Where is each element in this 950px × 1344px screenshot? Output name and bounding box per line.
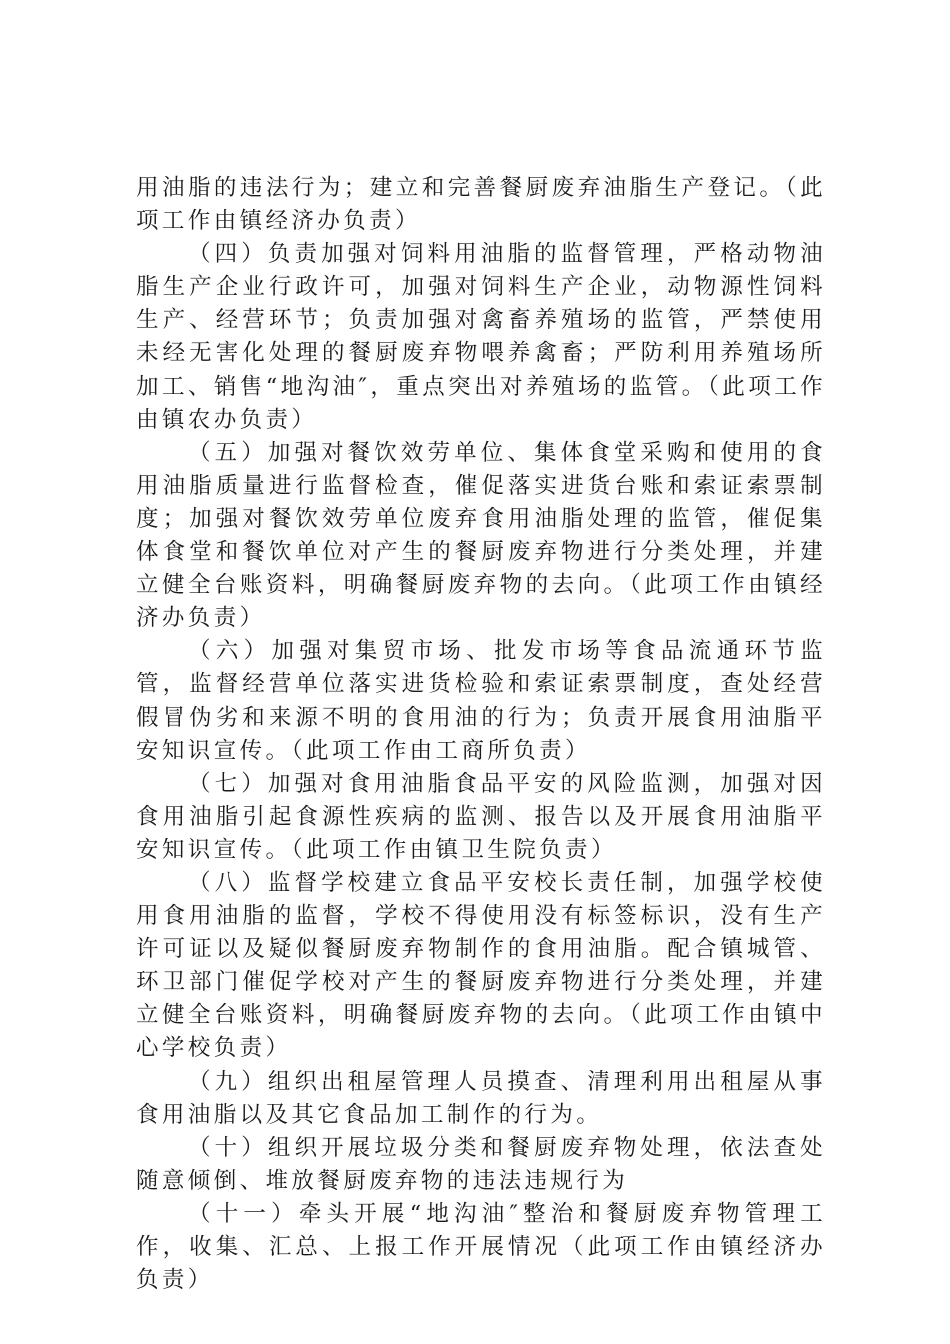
paragraph-item-11: （十一）牵头开展“地沟油″整治和餐厨废弃物管理工作，收集、汇总、上报工作开展情况（此项工作由镇经济办负责）	[136, 1200, 826, 1294]
paragraph-item-9: （九）组织出租屋管理人员摸查、清理利用出租屋从事食用油脂以及其它食品加工制作的行为。	[136, 1068, 826, 1128]
paragraph-item-7: （七）加强对食用油脂食品平安的风险监测，加强对因食用油脂引起食源性疾病的监测、报告以及开展食用油脂平安知识宣传。（此项工作由镇卫生院负责）	[136, 770, 826, 863]
paragraph-item-8: （八）监督学校建立食品平安校长责任制，加强学校使用食用油脂的监督，学校不得使用没有标签标识，没有生产许可证以及疑似餐厨废弃物制作的食用油脂。配合镇城管、环卫部门催促学校对产生的餐厨废弃物进行分类处理，并建立健全台账资料，明确餐厨废弃物的去向。（此项工作由镇中心学校负责）	[136, 869, 826, 1062]
paragraph-continuation: 用油脂的违法行为；建立和完善餐厨废弃油脂生产登记。（此项工作由镇经济办负责）	[136, 175, 826, 235]
paragraph-item-5: （五）加强对餐饮效劳单位、集体食堂采购和使用的食用油脂质量进行监督检查，催促落实进货台账和索证索票制度；加强对餐饮效劳单位废弃食用油脂处理的监管，催促集体食堂和餐饮单位对产生的餐厨废弃物进行分类处理，并建立健全台账资料，明确餐厨废弃物的去向。（此项工作由镇经济办负责）	[136, 439, 826, 632]
paragraph-item-4: （四）负责加强对饲料用油脂的监督管理，严格动物油脂生产企业行政许可，加强对饲料生产企业，动物源性饲料生产、经营环节；负责加强对禽畜养殖场的监管，严禁使用未经无害化处理的餐厨废弃物喂养禽畜；严防利用养殖场所加工、销售“地沟油″，重点突出对养殖场的监管。（此项工作由镇农办负责）	[136, 241, 826, 433]
paragraph-item-6: （六）加强对集贸市场、批发市场等食品流通环节监管，监督经营单位落实进货检验和索证索票制度，查处经营假冒伪劣和来源不明的食用油的行为；负责开展食用油脂平安知识宣传。（此项工作由工商所负责）	[136, 638, 826, 764]
paragraph-item-10: （十）组织开展垃圾分类和餐厨废弃物处理，依法查处随意倾倒、堆放餐厨废弃物的违法违规行为	[136, 1134, 826, 1194]
document-body	[136, 172, 826, 1297]
